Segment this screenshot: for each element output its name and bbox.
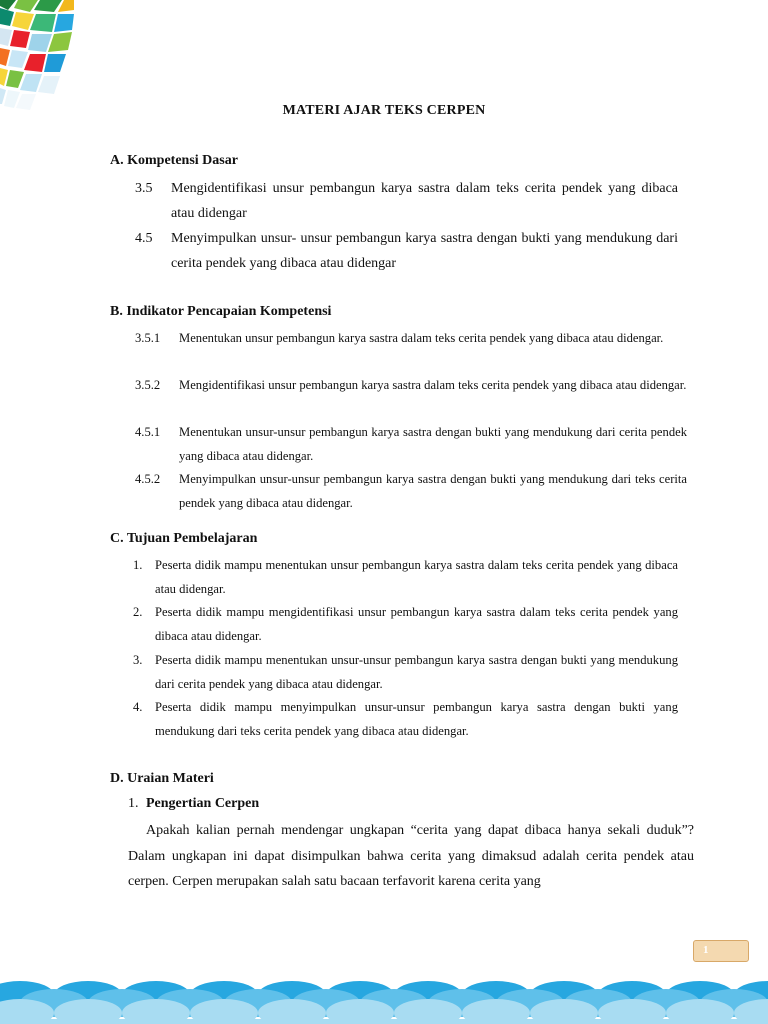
item-number: 3.5.1 [135, 331, 161, 345]
objective-item [133, 601, 678, 648]
item-number: 4. [133, 700, 143, 714]
item-number: 3. [133, 653, 143, 667]
item-number: 4.5.2 [135, 472, 161, 486]
item-number: 4.5 [135, 231, 153, 246]
item-text: Peserta didik mampu menentukan unsur-unsur pembangun karya sastra dengan bukti yang mendukung dari cerita pendek yang dibaca atau didengar. [155, 653, 678, 691]
competency-item [135, 176, 678, 226]
item-text: Menyimpulkan unsur-unsur pembangun karya sastra dengan bukti yang mendukung dari teks cerita pendek yang dibaca atau didengar. [179, 472, 687, 510]
item-text: Menyimpulkan unsur- unsur pembangun karya sastra dengan bukti yang mendukung dari cerita pendek yang dibaca atau didengar [171, 231, 678, 271]
subsection-title [128, 796, 259, 812]
page-number: 1 [703, 944, 709, 956]
objective-item [133, 696, 678, 743]
indicator-item [135, 468, 687, 515]
item-text: Peserta didik mampu menyimpulkan unsur-unsur pembangun karya sastra dengan bukti yang mendukung dari teks cerita pendek yang dibaca atau didengar. [155, 700, 678, 738]
subsection-label: Pengertian Cerpen [146, 796, 260, 811]
item-text: Mengidentifikasi unsur pembangun karya sastra dalam teks cerita pendek yang dibaca atau didengar [171, 181, 678, 221]
decorative-cubes-icon [0, 0, 80, 120]
competency-item [135, 226, 678, 276]
item-text: Peserta didik mampu menentukan unsur pembangun karya sastra dalam teks cerita pendek yang dibaca atau didengar. [155, 558, 678, 596]
item-number: 3.5.2 [135, 378, 161, 392]
indicator-item [135, 327, 687, 351]
item-text: Mengidentifikasi unsur pembangun karya sastra dalam teks cerita pendek yang dibaca atau didengar. [179, 378, 687, 392]
section-a-heading: A. Kompetensi Dasar [110, 153, 238, 168]
item-number: 3.5 [135, 181, 153, 196]
indicator-item [135, 421, 687, 468]
subsection-number: 1. [128, 796, 139, 811]
body-paragraph: Apakah kalian pernah mendengar ungkapan “cerita yang dapat dibaca hanya sekali duduk”? Dalam ungkapan ini dapat disimpulkan bahwa cerita yang dimaksud adalah cerita pendek atau cerpen. Cerpen merupakan salah satu bacaan terfavorit karena cerita yang [128, 823, 694, 889]
item-text: Menentukan unsur pembangun karya sastra dalam teks cerita pendek yang dibaca atau didengar. [179, 331, 664, 345]
wave-footer-decoration [0, 975, 768, 1024]
section-d-heading: D. Uraian Materi [110, 771, 214, 786]
section-c-heading: C. Tujuan Pembelajaran [110, 531, 258, 546]
item-text: Menentukan unsur-unsur pembangun karya sastra dengan bukti yang mendukung dari cerita pendek yang dibaca atau didengar. [179, 425, 687, 463]
item-number: 4.5.1 [135, 425, 161, 439]
section-b-heading: B. Indikator Pencapaian Kompetensi [110, 304, 332, 319]
objective-item [133, 649, 678, 696]
item-number: 2. [133, 605, 143, 619]
indicator-item [135, 374, 687, 398]
item-text: Peserta didik mampu mengidentifikasi unsur pembangun karya sastra dalam teks cerita pendek yang dibaca atau didengar. [155, 605, 678, 643]
page-number-badge [693, 940, 749, 962]
objective-item [133, 554, 678, 601]
item-number: 1. [133, 558, 143, 572]
document-title: MATERI AJAR TEKS CERPEN [282, 103, 486, 118]
